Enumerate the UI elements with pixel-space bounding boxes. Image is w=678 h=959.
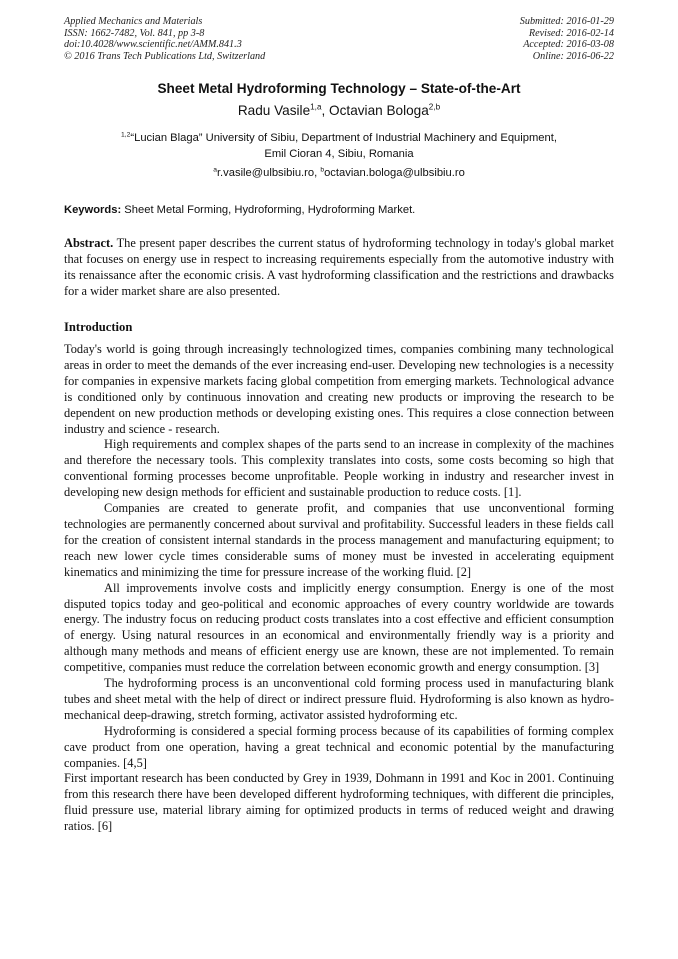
- keywords-text: Sheet Metal Forming, Hydroforming, Hydroforming Market.: [121, 204, 416, 216]
- introduction-body: [64, 342, 614, 835]
- date-submitted: Submitted: 2016-01-29: [519, 16, 614, 27]
- author-name: Octavian Bologa: [329, 103, 429, 118]
- section-heading: Introduction: [64, 320, 133, 334]
- abstract-text: The present paper describes the current status of hydroforming technology in today's global market that focuses on energy use in respect to increasing requirements especially from the automotive industry with its renaissance after the economic crisis. A vast hydroforming classification and the restrictions and drawbacks for a wider market share are also presented.: [64, 236, 614, 298]
- email-superscript: b: [320, 166, 325, 174]
- journal-doi: doi:10.4028/www.scientific.net/AMM.841.3: [64, 39, 242, 51]
- affiliation-superscript: 1,2: [121, 131, 131, 139]
- keywords: [64, 203, 614, 217]
- journal-issn: ISSN: 1662-7482, Vol. 841, pp 3-8: [64, 27, 205, 39]
- author-emails: [0, 166, 678, 180]
- date-revised: Revised: 2016-02-14: [528, 27, 614, 39]
- abstract-label: Abstract.: [64, 236, 114, 250]
- email-link[interactable]: r.vasile@ulbsibiu.ro: [216, 167, 315, 179]
- abstract: [64, 236, 614, 300]
- author-superscript: 1,a: [310, 102, 322, 112]
- paragraph: High requirements and complex shapes of the parts send to an increase in complexity of the machines and therefore the necessary tools. This complexity translates into costs, some costs becoming so high that conventional forming processes become unprofitable. People working in industry and researcher invest in developing new design methods for efficient and sustainable production to reduce costs. [1].: [64, 437, 614, 500]
- keywords-label: Keywords:: [64, 204, 122, 216]
- author-list: [0, 102, 678, 120]
- affiliation-line: “Lucian Blaga” University of Sibiu, Department of Industrial Machinery and Equipment,: [130, 132, 557, 144]
- email-separator: ,: [314, 167, 321, 179]
- author-superscript: 2,b: [428, 102, 441, 112]
- paragraph: First important research has been conducted by Grey in 1939, Dohmann in 1991 and Koc in 2001. Continuing from this research there have been developed different hydroforming techniques, with different die principles, fluid pressure use, material library aiming for optimized products in terms of reduced weight and drawing ratios. [6]: [64, 771, 614, 834]
- journal-info: [64, 16, 265, 62]
- paragraph: Hydroforming is considered a special forming process because of its capabilities of forming complex cave product from one operation, having a great technical and economic potential by the manufacturing companies. [4,5]: [64, 723, 614, 770]
- date-online: Online: 2016-06-22: [532, 50, 614, 62]
- paper-title: Sheet Metal Hydroforming Technology – State-of-the-Art: [157, 81, 521, 96]
- publication-dates: [520, 16, 614, 62]
- paragraph: The hydroforming process is an unconventional cold forming process used in manufacturing blank tubes and sheet metal with the help of direct or indirect pressure fluid. Hydroforming is also known as hydro-mechanical deep-drawing, stretch forming, activator assisted hydroforming etc.: [64, 676, 614, 722]
- paragraph: All improvements involve costs and implicitly energy consumption. Energy is one of the most disputed topics today and geo-political and economic approaches of every country worldwide are towards energy. The industry focus on reducing product costs translates into a cost effective and efficient consumption of energy. Using natural resources in an economical and environmentally friendly way is a priority and although many methods and means of efficient energy use are known, these are not implemented. To remain competitive, companies must reduce the correlation between economic growth and energy consumption. [3]: [64, 580, 614, 675]
- date-accepted: Accepted: 2016-03-08: [523, 39, 614, 51]
- journal-copyright: © 2016 Trans Tech Publications Ltd, Switzerland: [64, 50, 266, 62]
- affiliation-line: Emil Cioran 4, Sibiu, Romania: [264, 147, 414, 160]
- affiliation: [0, 131, 678, 162]
- author-name: Radu Vasile: [237, 103, 311, 118]
- paragraph: Today's world is going through increasingly technologized times, companies combining many technological areas in order to meet the demands of the ever increasing end-user. Developing new technologies is a necessity for companies in expensive markets facing global competition from emerging markets. Technological advance is conditioned only by continuous innovation and creating new products or improving the research to be dependent on new production methods or developing existing ones. This requires a close connection between industry and science - research.: [64, 342, 614, 436]
- author-separator: ,: [321, 103, 330, 118]
- email-link[interactable]: octavian.bologa@ulbsibiu.ro: [324, 167, 465, 179]
- paragraph: Companies are created to generate profit, and companies that use unconventional forming technologies are permanently concerned about survival and profitability. Successful leaders in these fields call for the creation of consistent internal standards in the process management and manufacturing equipment; to reach new lower cycle times considerable sums of money must be invested in accelerating equipment kinematics and minimizing the time for pressure increase of the working fluid. [2]: [64, 501, 614, 579]
- journal-name: Applied Mechanics and Materials: [64, 16, 203, 27]
- email-superscript: a: [213, 166, 217, 174]
